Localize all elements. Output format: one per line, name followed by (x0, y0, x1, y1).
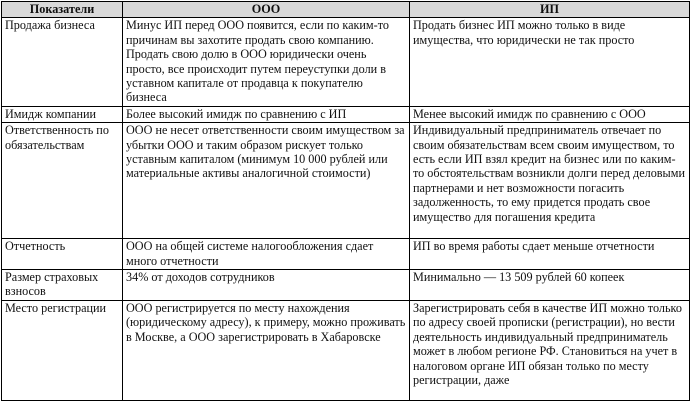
ooo-cell: Минус ИП перед ООО появится, если по каким-то причинам вы захотите продать свою компанию. Продать свою долю в ООО юридически очень просто, все происходит путем переуступки доли в уставном капитале от продавца к покупателю бизнеса (123, 18, 410, 106)
ip-cell: Зарегистрировать себя в качестве ИП можно только по адресу своей прописки (регистрации), но вести деятельность индивидуальный предприниматель может в любом регионе РФ. Становиться на учет в налоговом органе ИП обязан только по месту регистрации, даже (410, 300, 690, 400)
ip-cell: Продать бизнес ИП можно только в виде имущества, что юридически не так просто (410, 18, 690, 106)
indicator-cell: Имидж компании (2, 106, 123, 122)
indicator-cell: Отчетность (2, 239, 123, 270)
ooo-cell: ООО на общей системе налогообложения сдает много отчетности (123, 239, 410, 270)
ip-cell: ИП во время работы сдает меньше отчетности (410, 239, 690, 270)
ooo-cell: 34% от доходов сотрудников (123, 270, 410, 301)
ooo-cell: Более высокий имидж по сравнению с ИП (123, 106, 410, 122)
indicator-cell: Ответственность по обязательствам (2, 123, 123, 239)
table-row (2, 18, 690, 106)
ooo-cell: ООО регистрируется по месту нахождения (юридическому адресу), к примеру, можно проживать в Москве, а ООО зарегистрировать в Хабаровске (123, 300, 410, 400)
header-row (2, 2, 690, 18)
table-row (2, 300, 690, 400)
ooo-cell: ООО не несет ответственности своим имуществом за убытки ООО и таким образом рискует только уставным капиталом (минимум 10 000 рублей или материальные активы аналогичной стоимости) (123, 123, 410, 239)
comparison-table (1, 1, 690, 401)
indicator-cell: Продажа бизнеса (2, 18, 123, 106)
table-row (2, 106, 690, 122)
ip-cell: Индивидуальный предприниматель отвечает по своим обязательствам всем своим имуществом, то есть если ИП взял кредит на бизнес или по каким-то обстоятельствам возникли долги перед деловыми партнерами и нет возможности погасить задолженность, то ему придется продать свое имущество для погашения кредита (410, 123, 690, 239)
ip-cell: Менее высокий имидж по сравнению с ООО (410, 106, 690, 122)
ip-cell: Минимально — 13 509 рублей 60 копеек (410, 270, 690, 301)
indicator-cell: Размер страховых взносов (2, 270, 123, 301)
header-indicator: Показатели (2, 2, 123, 18)
table-row (2, 270, 690, 301)
table-row (2, 123, 690, 239)
indicator-cell: Место регистрации (2, 300, 123, 400)
table-row (2, 239, 690, 270)
header-ooo: ООО (123, 2, 410, 18)
header-ip: ИП (410, 2, 690, 18)
